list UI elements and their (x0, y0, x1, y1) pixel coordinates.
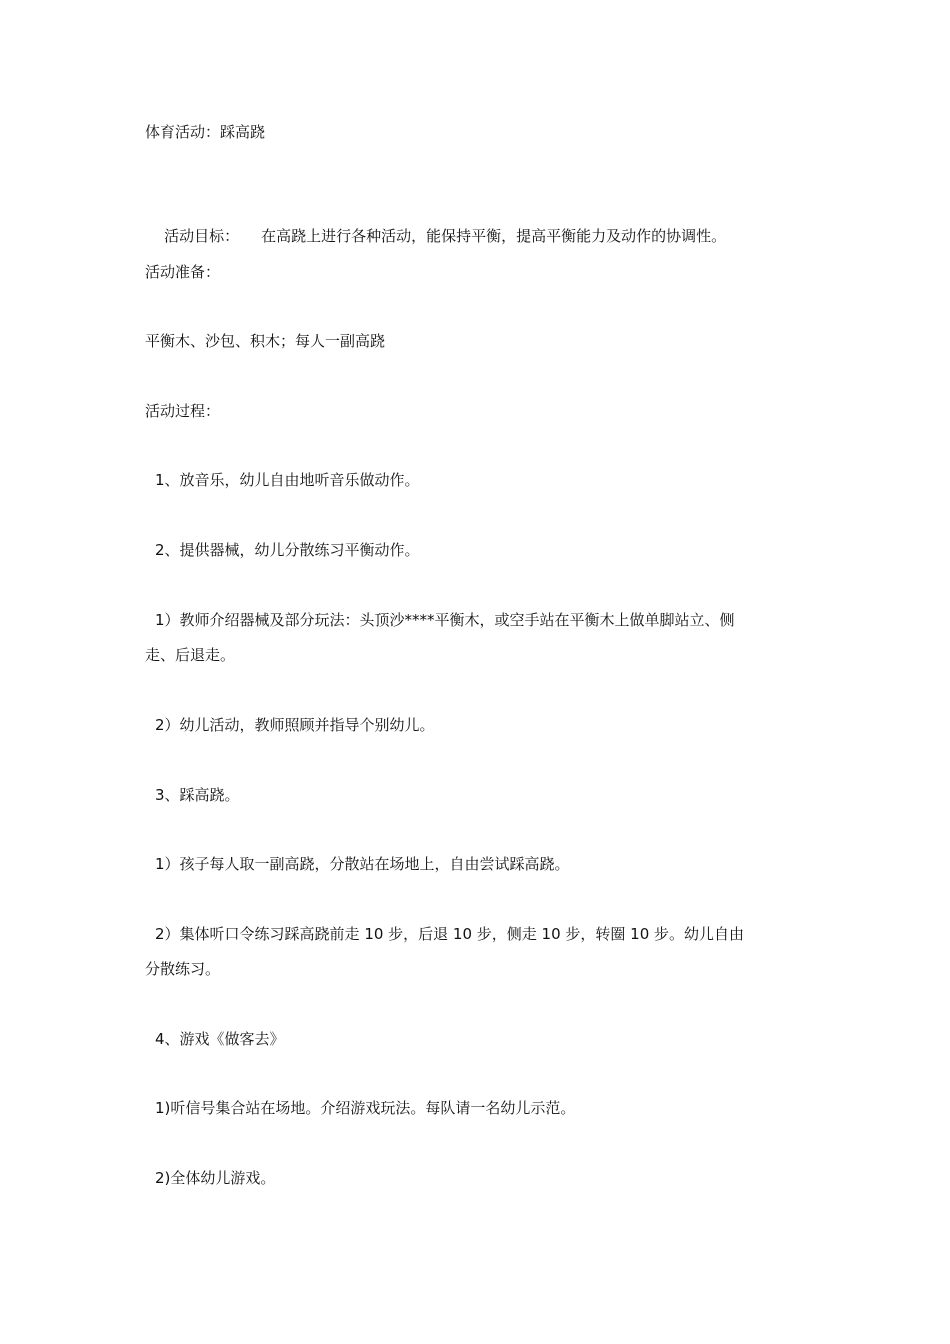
goal-label: 活动目标： (164, 227, 240, 245)
goal-text: 在高跷上进行各种活动，能保持平衡，提高平衡能力及动作的协调性。 (261, 227, 727, 245)
step-2-1-line-1: 1）教师介绍器械及部分玩法：头顶沙****平衡木，或空手站在平衡木上做单脚站立、侧 (155, 611, 735, 629)
step-4-1: 1)听信号集合站在场地。介绍游戏玩法。每队请一名幼儿示范。 (155, 1099, 576, 1117)
step-3-1: 1）孩子每人取一副高跷，分散站在场地上，自由尝试踩高跷。 (155, 855, 570, 873)
step-3: 3、踩高跷。 (155, 786, 240, 804)
step-4: 4、游戏《做客去》 (155, 1030, 285, 1048)
document-title: 体育活动：踩高跷 (145, 123, 266, 141)
step-2: 2、提供器械，幼儿分散练习平衡动作。 (155, 541, 420, 559)
step-1: 1、放音乐，幼儿自由地听音乐做动作。 (155, 471, 420, 489)
step-4-2: 2)全体幼儿游戏。 (155, 1169, 276, 1187)
step-3-2-line-1: 2）集体听口令练习踩高跷前走 10 步，后退 10 步，侧走 10 步，转圈 10 步。幼儿自由 (155, 925, 745, 943)
step-2-1-line-2: 走、后退走。 (145, 646, 236, 664)
process-label: 活动过程： (145, 402, 221, 420)
prep-label: 活动准备： (145, 263, 221, 281)
prep-text: 平衡木、沙包、积木；每人一副高跷 (145, 332, 386, 350)
step-3-2-line-2: 分散练习。 (145, 960, 221, 978)
step-2-2: 2）幼儿活动，教师照顾并指导个别幼儿。 (155, 716, 435, 734)
